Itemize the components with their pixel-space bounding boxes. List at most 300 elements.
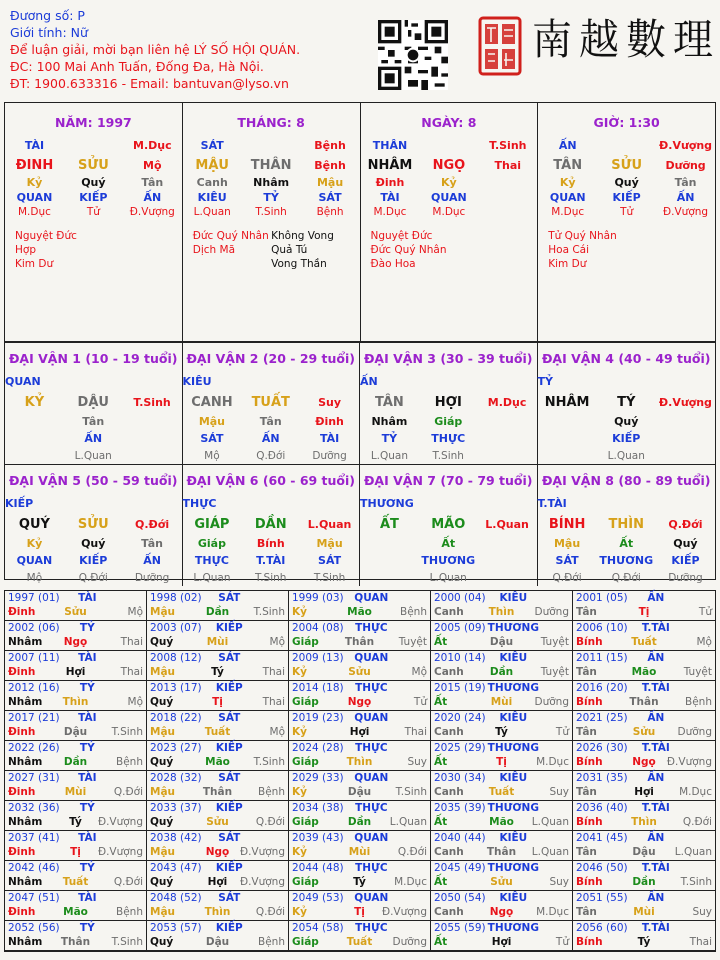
year-god: KIẾP [215,622,243,634]
dv-hstate-1: T.Sinh [255,571,287,584]
year-cell [431,711,573,741]
year-god: KIÊU [499,772,528,784]
year-chi: Thìn [204,905,231,918]
year-state: Dưỡng [534,695,569,708]
year-line-1 [434,742,569,756]
dv-chi: DẬU [77,395,109,410]
year-line-2 [292,696,427,710]
year-god: T.TÀI [641,682,670,694]
year-state: M.Dục [394,875,427,888]
pillar-main-2: Bệnh [314,158,346,172]
year-cell [573,741,715,771]
dai-van-title: ĐẠI VẬN 1 (10 - 19 tuổi) [8,351,178,366]
year-line-2 [434,606,569,620]
year-line-1 [150,592,285,606]
year-state: Đ.Vượng [239,845,285,858]
year-can: Giáp [292,935,319,948]
year-state: Suy [692,905,712,918]
star-name: Quả Tú [271,244,308,256]
pillar-hidden-2: Tân [674,175,697,189]
year-label: 2013 (17) [150,682,202,694]
year-state: Tuyệt [540,635,569,648]
year-chi: Dậu [347,785,372,798]
star-name: Hoa Cái [548,244,590,256]
year-line-2 [150,606,285,620]
year-god: THỰC [355,802,388,814]
year-cell [147,861,289,891]
year-can: Kỷ [292,665,307,678]
year-line-1 [8,652,143,666]
pillar-main-2: Thai [494,158,522,172]
pillar-god-1: QUAN [431,190,467,204]
year-cell [5,591,147,621]
year-line-1 [434,832,569,846]
year-label: 2003 (07) [150,622,202,634]
pillar-0 [5,103,183,341]
year-label: 2055 (59) [434,922,486,934]
dv-god-row [360,371,537,392]
year-cell [431,861,573,891]
year-god: TÀI [78,652,97,664]
year-label: 1998 (02) [150,592,202,604]
year-god: THƯƠNG [487,862,539,874]
year-line-1 [292,622,427,636]
dv-hgod-row [5,552,182,569]
year-line-2 [150,636,285,650]
year-chi: Dần [347,815,372,828]
year-state: M.Dục [536,905,569,918]
year-can: Tân [576,725,597,738]
dv-hidden-1: Quý [614,415,639,428]
year-chi: Dần [632,875,656,888]
star-name: Nguyệt Đức Hợp [15,230,77,256]
year-label: 2046 (50) [576,862,628,874]
year-chi: Tuất [346,935,373,948]
year-line-2 [150,816,285,830]
pillar-hidden-0: Kỷ [26,175,43,189]
pillar-stars [361,229,538,271]
star-name: Kim Dư [15,258,54,270]
year-line-2 [434,816,569,830]
year-state: Suy [549,875,569,888]
year-label: 2006 (10) [576,622,628,634]
year-state: L.Quan [531,845,569,858]
header-info [10,7,340,92]
dv-hstate-2: Dưỡng [668,571,703,584]
year-chi: Tuất [631,635,657,648]
dv-god: T.TÀI [537,497,567,510]
year-line-2 [292,666,427,680]
year-line-2 [434,846,569,860]
pillar-main-2: Mộ [143,158,162,172]
year-state: Bệnh [685,695,712,708]
year-god: QUAN [354,712,389,724]
gioi-tinh: Giới tính: Nữ [10,25,88,40]
year-state: Bệnh [258,935,285,948]
dv-hstate-row [538,447,716,464]
year-line-1 [8,892,143,906]
year-chi: Tị [354,905,365,918]
pillar-hidden-2: Tân [141,175,164,189]
dv-hstate-0: L.Quan [370,449,409,462]
year-cell [289,651,431,681]
year-god: SÁT [218,892,241,904]
dv-god-row [5,493,182,514]
year-can: Đinh [8,605,36,618]
year-god: T.TÀI [641,922,670,934]
year-chi: Thìn [62,695,89,708]
year-god: ẤN [647,892,665,904]
year-god: THỰC [355,742,388,754]
dv-god: THƯƠNG [360,497,414,510]
dv-hidden-2: Mậu [316,537,343,550]
year-god: TỶ [79,802,95,814]
year-can: Tân [576,785,597,798]
pillar-god-0: QUAN [549,190,586,204]
year-line-1 [576,892,712,906]
pillar-god-2: ẤN [143,190,162,204]
year-can: Tân [576,905,597,918]
year-line-2 [576,816,712,830]
year-cell [5,711,147,741]
year-god: QUAN [354,832,389,844]
dv-chi: SỬU [77,517,109,532]
year-can: Mậu [150,665,176,678]
pillar-main-1: THÂN [250,157,292,173]
year-label: 2018 (22) [150,712,202,724]
year-line-1 [292,592,427,606]
pillar-main-row [5,155,182,175]
year-label: 2001 (05) [576,592,628,604]
dv-hstate-row [538,569,716,586]
dv-hidden-row [183,535,360,552]
year-state: M.Dục [679,785,712,798]
pillar-state-row [361,205,538,219]
year-line-2 [8,726,143,740]
year-line-2 [292,606,427,620]
pillar-hidden-row [5,175,182,189]
dv-can: BÍNH [548,517,586,532]
year-god: ẤN [647,652,665,664]
pillar-god-1: KIẾP [612,190,641,204]
year-chi: Thân [60,935,91,948]
dv-hidden-row [183,413,360,430]
year-can: Tân [576,605,597,618]
pillar-god-row [361,189,538,205]
year-line-1 [150,802,285,816]
year-god: T.TÀI [641,742,670,754]
year-line-2 [434,726,569,740]
year-can: Đinh [8,725,36,738]
dv-hgod-1: ẤN [261,432,280,445]
year-state: T.Sinh [395,785,427,798]
year-label: 2037 (41) [8,832,60,844]
star-name: Không Vong [271,230,334,242]
year-cell [431,741,573,771]
pillar-top-0: THÂN [372,138,408,152]
dv-state: T.Sinh [133,396,171,409]
year-cell [431,921,573,951]
year-chi: Mùi [633,905,655,918]
pillar-main-0: TÂN [553,157,583,173]
year-label: 2042 (46) [8,862,60,874]
stars-col-1 [627,229,705,271]
year-label: 2029 (33) [292,772,344,784]
year-line-2 [292,876,427,890]
year-cell [431,771,573,801]
pillar-god-2: ẤN [676,190,695,204]
year-chi: Tuất [62,875,89,888]
year-god: THƯƠNG [487,922,539,934]
year-can: Mậu [150,905,176,918]
year-label: 2051 (55) [576,892,628,904]
year-cell [289,711,431,741]
dv-chi: TÝ [617,395,636,410]
year-line-1 [292,652,427,666]
pillar-stars [538,229,715,271]
year-label: 2049 (53) [292,892,344,904]
year-chi: Dần [205,605,230,618]
dv-hgod-2: ẤN [143,554,161,567]
year-line-2 [8,756,143,770]
year-line-1 [8,922,143,936]
year-label: 2011 (15) [576,652,628,664]
year-line-1 [576,772,712,786]
year-state: Đ.Vượng [97,815,143,828]
year-state: Suy [407,755,427,768]
dv-hgod-1: KIẾP [612,432,641,445]
pillar-title: GIỜ: 1:30 [593,115,660,130]
year-state: T.Sinh [253,605,285,618]
year-line-1 [150,622,285,636]
year-chi: Tị [496,755,507,768]
pillar-main-0: MẬU [195,157,229,173]
dv-chi: DẦN [254,517,287,532]
stars-col-0 [548,229,626,271]
year-line-2 [292,936,427,950]
pillar-hidden-row [361,175,538,189]
dv-main-row [183,514,360,535]
year-line-1 [292,832,427,846]
year-god: THƯƠNG [487,742,539,754]
dv-hgod-1: THƯƠNG [599,554,654,567]
dv-can: TÂN [375,395,404,410]
year-cell [147,831,289,861]
year-god: QUAN [354,892,389,904]
year-cell [147,681,289,711]
star-name: Dịch Mã [192,244,236,256]
year-chi: Hợi [65,665,86,678]
dv-hidden-1: Ất [441,537,456,550]
dv-hgod-2: KIẾP [671,554,700,567]
year-line-1 [8,802,143,816]
dv-hidden-1: Giáp [434,415,463,428]
star-name: Đức Quý Nhân [192,230,269,242]
year-can: Nhâm [8,755,43,768]
year-line-1 [576,742,712,756]
year-can: Mậu [150,605,176,618]
dv-state: M.Dục [487,396,527,409]
year-line-2 [576,636,712,650]
pillar-god-row [5,189,182,205]
year-line-1 [576,622,712,636]
year-cell [431,621,573,651]
year-cell [573,801,715,831]
star-name: Đức Quý Nhân [370,244,447,256]
dv-main-row [360,392,537,413]
year-state: Tử [555,935,569,948]
year-label: 2000 (04) [434,592,486,604]
year-label: 2016 (20) [576,682,628,694]
year-state: Mộ [127,605,143,618]
year-cell [147,621,289,651]
duong-so: Đương số: P [10,8,85,23]
year-line-2 [292,906,427,920]
year-state: T.Sinh [111,725,143,738]
year-state: Q.Đới [113,785,143,798]
pillar-state-0: M.Dục [18,206,51,218]
year-line-2 [8,696,143,710]
year-line-2 [434,756,569,770]
year-line-2 [150,876,285,890]
year-god: TÀI [78,592,97,604]
year-chi: Tý [495,725,508,738]
year-god: KIẾP [215,742,243,754]
year-line-1 [150,832,285,846]
year-state: Đ.Vượng [666,755,712,768]
year-god: THỰC [355,622,388,634]
year-chi: Mùi [64,785,87,798]
year-line-2 [292,636,427,650]
year-line-1 [8,862,143,876]
year-label: 2038 (42) [150,832,202,844]
dv-hidden-2: Đinh [315,415,344,428]
dv-hgod-1: ẤN [84,432,103,445]
pillar-god-0: TÀI [380,190,400,204]
dv-can: KỶ [24,395,45,410]
dv-god-row [183,371,360,392]
year-line-2 [150,846,285,860]
dv-hgod-1: THỰC [431,432,466,445]
pillar-state-0: L.Quan [193,206,231,218]
dv-hstate-0: L.Quan [193,571,231,584]
year-can: Quý [150,875,174,888]
year-line-2 [150,726,285,740]
year-can: Đinh [8,845,36,858]
dv-hstate-row [360,447,537,464]
dv-hidden-row [360,413,537,430]
pillar-top-row [361,135,538,155]
year-state: Tuyệt [683,665,712,678]
year-label: 2041 (45) [576,832,628,844]
year-god: KIẾP [215,922,243,934]
dv-chi: MÃO [431,517,466,532]
dv-hidden-row [538,413,716,430]
year-god: ẤN [647,832,665,844]
year-can: Ất [434,635,448,648]
dv-god: ẤN [360,375,378,388]
dai-van-8 [538,464,716,586]
dv-hgod-0: SÁT [200,432,224,445]
year-can: Kỷ [292,845,307,858]
dv-hgod-row [5,430,182,447]
year-line-1 [8,742,143,756]
dv-hgod-2: TÀI [319,432,340,445]
year-state: T.Sinh [253,755,285,768]
year-cell [289,771,431,801]
year-line-1 [434,712,569,726]
year-chi: Mão [631,665,657,678]
pillar-main-1: NGỌ [432,157,466,173]
year-label: 2017 (21) [8,712,60,724]
year-chi: Mão [63,905,88,918]
year-chi: Dậu [632,845,656,858]
dv-god: KIÊU [182,375,212,388]
year-line-2 [576,876,712,890]
year-can: Giáp [292,695,319,708]
qr-code-icon [378,20,448,90]
pillar-top-2: M.Dục [133,138,172,152]
year-line-1 [292,802,427,816]
year-state: Q.Đới [682,815,712,828]
year-cell [289,741,431,771]
dv-hgod-row [183,430,360,447]
pillar-2 [361,103,539,341]
year-line-1 [576,862,712,876]
dv-hstate-1: L.Quan [429,571,467,584]
dai-van-title: ĐẠI VẬN 3 (30 - 39 tuổi) [363,351,533,366]
pillar-state-2: Đ.Vượng [663,206,709,218]
dv-god: QUAN [5,375,41,388]
year-line-2 [292,756,427,770]
year-line-2 [576,726,712,740]
year-line-1 [434,892,569,906]
contact-line-2: ĐC: 100 Mai Anh Tuấn, Đống Đa, Hà Nội. [10,59,264,74]
year-state: L.Quan [531,815,569,828]
stars-col-1 [93,229,171,271]
year-chi: Dần [63,755,88,768]
stars-col-1 [449,229,527,271]
year-line-2 [8,606,143,620]
year-line-2 [8,846,143,860]
year-label: 2008 (12) [150,652,202,664]
year-line-1 [434,802,569,816]
pillar-hidden-0: Kỷ [559,175,576,189]
year-cell [147,711,289,741]
year-line-1 [150,892,285,906]
year-cell [431,891,573,921]
year-can: Đinh [8,785,36,798]
year-label: 2002 (06) [8,622,60,634]
year-chi: Dần [489,665,514,678]
year-chi: Tý [211,665,224,678]
year-label: 2020 (24) [434,712,486,724]
pillar-hidden-1: Quý [614,175,639,189]
year-state: T.Sinh [111,935,143,948]
dv-hgod-row [183,552,360,569]
year-state: M.Dục [536,755,569,768]
year-line-2 [434,906,569,920]
year-line-2 [434,936,569,950]
year-label: 2023 (27) [150,742,202,754]
year-cell [573,921,715,951]
year-line-2 [8,936,143,950]
year-can: Bính [576,935,603,948]
year-line-1 [8,682,143,696]
year-line-1 [8,832,143,846]
year-chi: Thân [202,785,233,798]
year-cell [431,651,573,681]
